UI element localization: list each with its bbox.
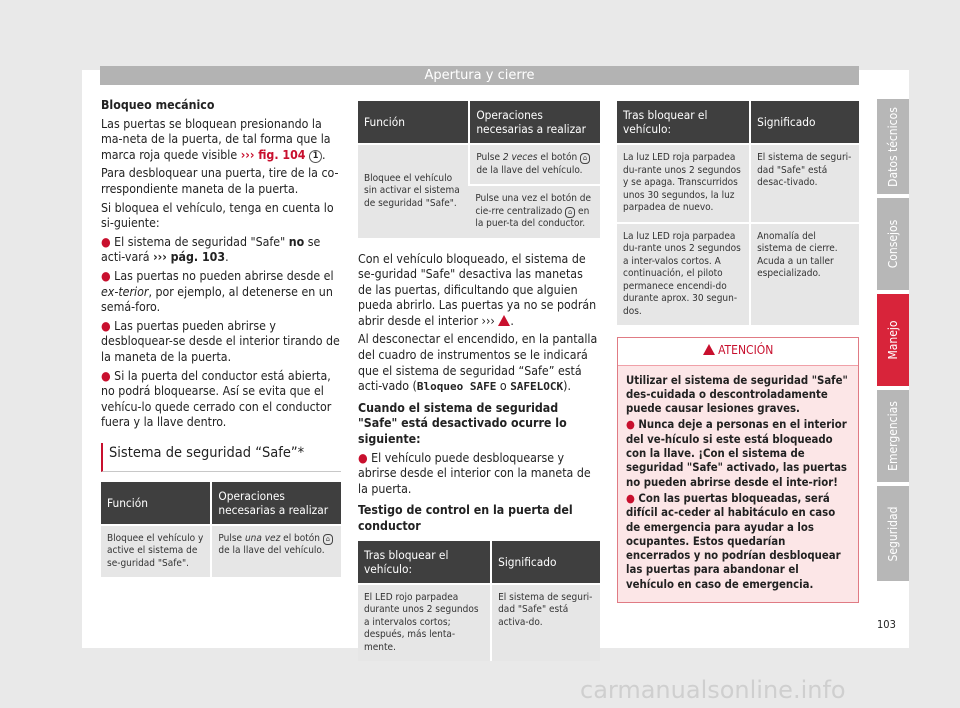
watermark: carmanualsonline.info	[580, 676, 846, 704]
table-cell	[469, 144, 600, 185]
tab-seguridad[interactable]	[877, 486, 909, 581]
text: Las puertas pueden abrirse y desbloquear-se desde el interior tirando de la maneta de la puerta.	[101, 318, 340, 364]
page-header: Apertura y cierre	[100, 66, 859, 85]
table-cell: La luz LED roja parpadea du-rante unos 2 segundos y se apaga. Transcurridos unos 30 segundos, la luz parpadea de nuevo.	[617, 144, 750, 223]
table-cell: Bloquee el vehículo y active el sistema de se-guridad "Safe".	[101, 525, 211, 578]
text: , por ejemplo, al detenerse en un semá-foro.	[101, 284, 333, 315]
bullet-item	[626, 418, 850, 489]
text-italic: 2 veces	[502, 152, 538, 163]
text: en la puer-ta del conductor.	[475, 205, 590, 229]
bullet-item	[626, 492, 850, 592]
text: Pulse	[218, 532, 243, 544]
column-right	[617, 98, 859, 603]
text: Con el vehículo bloqueado, el sistema de se-guridad "Safe" desactiva las manetas de las puertas, dificultando que alguien pueda abrirlo. Las puertas ya no se podrán abrir desde el interior	[358, 251, 597, 328]
bullet-icon: ●	[101, 368, 111, 383]
table-header: Significado	[491, 541, 600, 584]
bullet-item	[101, 319, 341, 366]
table-row	[358, 584, 600, 662]
central-lock-icon: ⌂	[565, 207, 575, 218]
table-cell	[211, 525, 341, 578]
table-cell: El sistema de seguri-dad "Safe" está activa-do.	[491, 584, 600, 662]
table-cell: Bloquee el vehículo sin activar el sistema de seguridad "Safe".	[358, 144, 469, 238]
link-warning[interactable]: ›››	[481, 313, 495, 328]
text-bold: no	[288, 234, 305, 249]
paragraph-lock-intro: Las puertas se bloquean presionando la ma-neta de la puerta, de tal forma que la marca roja quede visible ››› fig. 104 1 .	[101, 116, 331, 162]
link-page-103[interactable]: ››› pág. 103	[153, 250, 226, 265]
bullet-icon: ●	[358, 450, 368, 465]
text: El vehículo puede desbloquearse y abrirse desde el interior con la maneta de la puerta.	[358, 450, 591, 496]
text: Las puertas no pueden abrirse desde el	[114, 268, 334, 283]
section-title-safe: Sistema de seguridad “Safe”*	[101, 443, 341, 472]
page-number: 103	[877, 618, 896, 631]
function-table	[101, 482, 341, 578]
text: El sistema de seguridad "Safe"	[114, 234, 286, 249]
column-middle	[358, 98, 600, 661]
tab-emergencias[interactable]	[877, 390, 909, 482]
tab-datos-tecnicos[interactable]	[877, 99, 909, 194]
text: de la llave del vehículo.	[218, 545, 325, 557]
attention-title: ATENCIÓN	[718, 343, 774, 357]
table-cell: Anomalía del sistema de cierre. Acuda a un taller especializado.	[750, 223, 859, 326]
display-code: SAFELOCK	[510, 380, 564, 394]
table-cell: La luz LED roja parpadea du-rante unos 2 segundos a inter-valos cortos. A continuación, el piloto permanece encendi-do durante aprox. 30 segun-dos.	[617, 223, 750, 326]
paragraph-safe-desc: Con el vehículo bloqueado, el sistema de se-guridad "Safe" desactiva las manetas de las puertas, dificultando que alguien pueda abrirlo. Las puertas ya no se podrán abrir desde el interior ››› .	[358, 251, 597, 328]
bullet-item: ● El sistema de seguridad "Safe" no se acti-vará ››› pág. 103.	[101, 234, 321, 265]
text: Si la puerta del conductor está abierta, no podrá bloquearse. Así se evita que el vehícu-lo quede cerrado con el conductor fuera y la llave dentro.	[101, 368, 332, 430]
bullet-icon: ●	[101, 318, 111, 333]
paragraph-consider: Si bloquea el vehículo, tenga en cuenta lo si-guiente:	[101, 200, 334, 231]
tab-consejos[interactable]	[877, 198, 909, 290]
callout-number: 1	[309, 150, 322, 163]
subheading-led: Testigo de control en la puerta del conductor	[358, 503, 573, 533]
table-header-row	[617, 101, 859, 144]
table-header: Función	[101, 482, 211, 525]
bullet-item	[101, 269, 341, 316]
text: el botón	[540, 152, 578, 163]
bullet-icon: ●	[101, 268, 111, 283]
table-header-row	[358, 541, 600, 584]
text: Las puertas se bloquean presionando la ma-neta de la puerta, de tal forma que la marca roja quede visible	[101, 116, 331, 162]
bullet-item	[101, 369, 341, 431]
table-cell	[469, 185, 600, 238]
led-table	[617, 101, 859, 325]
text-italic: una vez	[244, 532, 281, 544]
text: Pulse una vez el botón de cie-rre centralizado	[475, 193, 592, 217]
subheading-deactivated: Cuando el sistema de seguridad "Safe" está desactivado ocurre lo siguiente:	[358, 400, 567, 447]
text: o	[499, 379, 507, 394]
warning-triangle-icon	[498, 315, 510, 326]
display-code: Bloqueo SAFE	[416, 380, 497, 394]
text: Al desconectar el encendido, en la pantalla del cuadro de instrumentos se le indicará que el sistema de seguridad “Safe” está acti-vado (	[358, 332, 598, 394]
table-cell: El sistema de seguri-dad "Safe" está desac-tivado.	[750, 144, 859, 223]
column-left	[101, 98, 341, 577]
table-row	[617, 223, 859, 326]
attention-box	[617, 337, 859, 603]
table-header-row	[358, 101, 600, 144]
text-italic: ex-terior	[101, 284, 149, 299]
table-cell: El LED rojo parpadea durante unos 2 segundos a intervalos cortos; después, más lenta-mente.	[358, 584, 491, 662]
table-header: Tras bloquear el vehículo:	[358, 541, 491, 584]
lock-key-icon: ⌂	[580, 153, 590, 164]
paragraph-unlock: Para desbloquear una puerta, tire de la co-rrespondiente maneta de la puerta.	[101, 166, 339, 196]
function-table	[358, 101, 600, 238]
table-header: Operaciones necesarias a realizar	[211, 482, 341, 525]
text: Pulse	[476, 152, 500, 163]
tab-label: Manejo	[886, 320, 900, 360]
table-row	[617, 144, 859, 223]
table-header: Tras bloquear el vehículo:	[617, 101, 750, 144]
text: el botón	[283, 532, 320, 544]
attention-body	[618, 366, 858, 602]
tab-label: Emergencias	[886, 401, 900, 471]
text: ).	[563, 379, 572, 394]
attention-header	[618, 338, 858, 366]
tab-manejo[interactable]	[877, 294, 909, 386]
bullet-icon: ●	[626, 418, 635, 432]
tab-label: Datos técnicos	[886, 106, 900, 187]
bullet-icon: ●	[626, 491, 635, 505]
text: Nunca deje a personas en el interior del ve-hículo si este está bloqueado con la llave. ¡Con el sistema de seguridad "Safe" activado, las puertas no pueden abrirse desde el inte-rior!	[626, 418, 847, 489]
bullet-icon: ●	[101, 234, 111, 249]
text: Con las puertas bloqueadas, será difícil ac-ceder al habitáculo en caso de emergencia para ayudar a los ocupantes. Estos quedarían encerrados y no podrían desbloquear las puertas para abandonar el vehículo en caso de emergencia.	[626, 491, 841, 591]
paragraph-display	[358, 332, 600, 394]
table-header: Significado	[750, 101, 859, 144]
attention-paragraph: Utilizar el sistema de seguridad "Safe" des-cuidada o descontroladamente puede causar lesiones graves.	[626, 373, 848, 416]
warning-triangle-icon	[703, 344, 715, 355]
bullet-item	[358, 451, 600, 498]
table-header-row	[101, 482, 341, 525]
link-fig-104[interactable]: ››› fig. 104	[240, 147, 306, 162]
tab-label: Consejos	[886, 219, 900, 269]
table-row	[101, 525, 341, 578]
text: se acti-vará	[101, 234, 321, 265]
led-table	[358, 541, 600, 662]
text: de la llave del vehículo.	[476, 164, 583, 176]
lock-key-icon: ⌂	[323, 534, 333, 545]
tab-label: Seguridad	[886, 506, 900, 561]
heading-mechanical-lock: Bloqueo mecánico	[101, 98, 215, 112]
table-header: Operaciones necesarias a realizar	[469, 101, 600, 144]
table-header: Función	[358, 101, 469, 144]
table-row	[358, 144, 600, 185]
